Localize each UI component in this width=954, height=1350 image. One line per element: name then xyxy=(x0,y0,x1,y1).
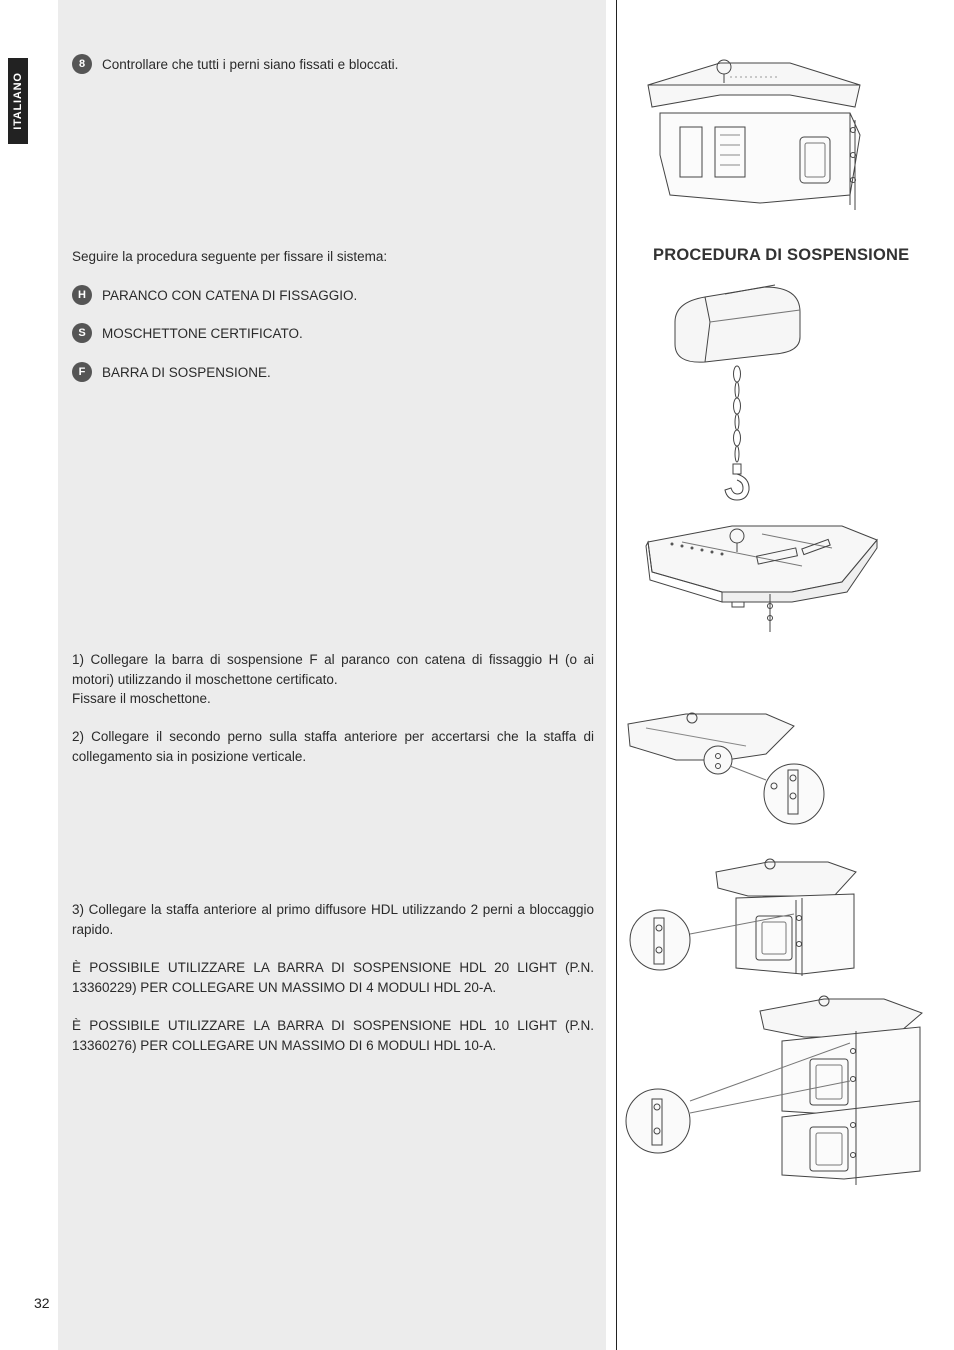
legend-item-s xyxy=(72,323,303,343)
legend-item-f xyxy=(72,362,271,382)
step-8-row xyxy=(72,54,398,74)
figure-suspension-bar xyxy=(642,522,882,637)
figure-two-speakers xyxy=(624,995,924,1190)
figure-first-speaker xyxy=(628,858,860,978)
figure-bracket-detail xyxy=(626,710,831,830)
language-tab xyxy=(8,58,28,144)
legend-item-h xyxy=(72,285,357,305)
legend-text-f: BARRA DI SOSPENSIONE. xyxy=(102,364,271,380)
legend-text-s: MOSCHETTONE CERTIFICATO. xyxy=(102,325,303,341)
step-3-text: 3) Collegare la staffa anteriore al primo diffusore HDL utilizzando 2 perni a bloccaggio rapido. xyxy=(72,902,594,937)
page-number: 32 xyxy=(34,1295,50,1311)
hdl10-note-text: È POSSIBILE UTILIZZARE LA BARRA DI SOSPENSIONE HDL 10 LIGHT (P.N. 13360276) PER COLLEGARE UN MASSIMO DI 6 MODULI HDL 10-A. xyxy=(72,1018,594,1053)
column-divider xyxy=(616,0,617,1350)
step-3-note-hdl10 xyxy=(72,1016,594,1055)
step-1-text: 1) Collegare la barra di sospensione F al paranco con catena di fissaggio H (o ai motori) utilizzando il moschettone certificato. xyxy=(72,652,594,687)
step-2-text: 2) Collegare il secondo perno sulla staffa anteriore per accertarsi che la staffa di collegamento sia in posizione verticale. xyxy=(72,729,594,764)
language-tab-label: ITALIANO xyxy=(12,72,24,130)
legend-badge-s: S xyxy=(72,323,92,343)
legend-badge-f: F xyxy=(72,362,92,382)
step-3-paragraph xyxy=(72,900,594,939)
step-1-paragraph xyxy=(72,650,594,709)
figure-chain-hoist xyxy=(665,282,805,504)
legend-badge-h: H xyxy=(72,285,92,305)
figure-bar-on-speaker xyxy=(640,55,870,215)
step-1-note: Fissare il moschettone. xyxy=(72,691,211,706)
intro-text: Seguire la procedura seguente per fissare il sistema: xyxy=(72,249,388,264)
legend-text-h: PARANCO CON CATENA DI FISSAGGIO. xyxy=(102,287,358,303)
step-3-note-hdl20 xyxy=(72,958,594,997)
step-8-badge: 8 xyxy=(72,54,92,74)
step-8-text: Controllare che tutti i perni siano fissati e bloccati. xyxy=(102,56,399,72)
step-2-paragraph xyxy=(72,727,594,766)
hdl20-note-text: È POSSIBILE UTILIZZARE LA BARRA DI SOSPENSIONE HDL 20 LIGHT (P.N. 13360229) PER COLLEGARE UN MASSIMO DI 4 MODULI HDL 20-A. xyxy=(72,960,594,995)
section-heading: PROCEDURA DI SOSPENSIONE xyxy=(653,246,910,264)
